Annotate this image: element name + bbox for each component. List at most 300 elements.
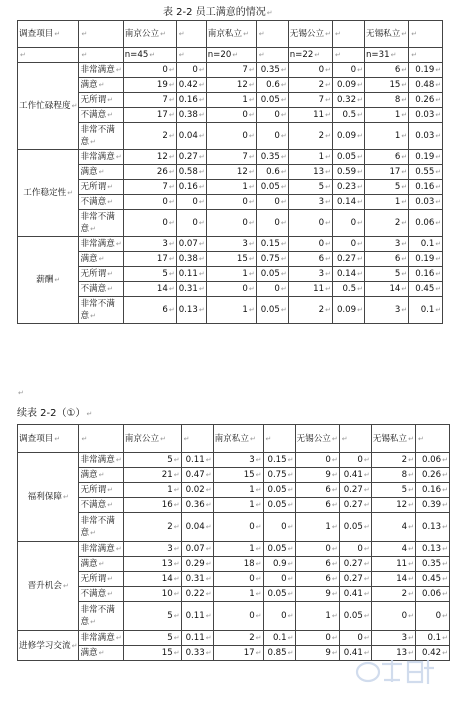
ratio-cell-text: 0.31 (178, 284, 198, 294)
level-label (79, 165, 123, 180)
level-label (79, 195, 123, 210)
return-mark: ↵ (357, 285, 363, 293)
return-mark: ↵ (442, 634, 448, 642)
ratio-cell (256, 123, 288, 150)
return-mark: ↵ (363, 523, 370, 531)
count-cell (123, 165, 176, 180)
return-mark: ↵ (173, 649, 180, 657)
return-mark: ↵ (408, 560, 414, 568)
count-cell (123, 108, 176, 123)
return-mark: ↵ (198, 153, 205, 161)
return-mark: ↵ (71, 102, 78, 110)
return-mark: ↵ (173, 545, 180, 553)
return-mark: ↵ (357, 198, 363, 206)
return-mark: ↵ (98, 81, 105, 89)
ratio-cell (416, 453, 450, 468)
return-mark: ↵ (363, 560, 370, 568)
return-mark: ↵ (90, 138, 96, 146)
return-mark: ↵ (280, 96, 287, 104)
count-cell-text: 5 (162, 269, 168, 279)
ratio-cell (176, 150, 206, 165)
count-cell-text: 16 (161, 500, 173, 510)
return-mark: ↵ (435, 183, 442, 191)
header-cell (79, 425, 123, 453)
ratio-cell (339, 646, 371, 661)
return-mark: ↵ (401, 96, 408, 104)
return-mark: ↵ (81, 434, 88, 443)
count-cell (206, 78, 256, 93)
return-mark: ↵ (331, 612, 338, 620)
count-cell (364, 93, 408, 108)
table-row (18, 150, 443, 165)
level-label (79, 267, 123, 282)
return-mark: ↵ (205, 523, 212, 531)
return-mark: ↵ (115, 240, 122, 248)
table-caption-2: 续表 2-2（①）↵ (17, 408, 93, 419)
count-cell-text: 5 (318, 182, 325, 192)
ratio-cell-text: 0.33 (185, 648, 205, 658)
ratio-cell-text: 0.05 (267, 500, 287, 510)
ratio-cell-text: 0.75 (260, 254, 280, 264)
count-cell-text: 13 (396, 648, 408, 658)
return-mark: ↵ (168, 255, 175, 263)
count-cell-text: 6 (394, 65, 401, 75)
ratio-cell (263, 646, 295, 661)
ratio-cell-text: 0.05 (260, 269, 280, 279)
count-cell-text: 11 (313, 110, 325, 120)
return-mark: ↵ (168, 111, 175, 119)
return-mark: ↵ (258, 30, 265, 38)
return-mark: ↵ (418, 434, 424, 443)
level-label (79, 468, 123, 483)
return-mark: ↵ (107, 575, 114, 583)
ratio-cell (409, 237, 443, 252)
table-row (18, 237, 443, 252)
count-cell-text: 3 (242, 239, 248, 249)
ratio-cell (263, 453, 295, 468)
return-mark: ↵ (435, 306, 442, 314)
count-cell-text: 6 (318, 254, 325, 264)
level-label-text: 非常不满意 (80, 605, 115, 627)
count-cell-text: 12 (236, 167, 248, 177)
ratio-cell-text: 0.27 (336, 254, 357, 264)
count-cell-text: 0 (249, 522, 255, 532)
return-mark: ↵ (442, 523, 448, 531)
level-label-text: 满意 (80, 648, 98, 658)
return-mark: ↵ (255, 501, 262, 509)
level-label-text: 非常满意 (80, 544, 115, 554)
ratio-cell (256, 267, 288, 282)
level-label (79, 587, 123, 602)
return-mark: ↵ (280, 255, 287, 263)
return-mark: ↵ (18, 389, 24, 397)
ratio-cell-text: 0 (192, 197, 198, 207)
blank-cell (256, 48, 288, 63)
ratio-cell-text: 0.45 (421, 574, 442, 584)
return-mark: ↵ (205, 634, 212, 642)
return-mark: ↵ (81, 51, 88, 59)
count-cell (295, 498, 339, 513)
count-cell-text: 7 (162, 182, 168, 192)
ratio-cell (256, 93, 288, 108)
ratio-cell (263, 468, 295, 483)
ratio-cell-text: 0.5 (342, 110, 357, 120)
return-mark: ↵ (287, 486, 294, 494)
ratio-cell-text: 0.36 (185, 500, 205, 510)
count-cell-text: 13 (161, 559, 173, 569)
blank-cell (409, 48, 443, 63)
return-mark: ↵ (357, 66, 363, 74)
return-mark: ↵ (107, 183, 114, 191)
category-cell (18, 631, 79, 661)
count-cell (295, 453, 339, 468)
header-cell (206, 21, 256, 48)
count-cell (206, 108, 256, 123)
ratio-cell-text: 0.31 (185, 574, 205, 584)
level-label (79, 557, 123, 572)
count-cell-text: 0 (242, 284, 248, 294)
count-cell (213, 453, 263, 468)
ratio-cell (409, 63, 443, 78)
count-cell (364, 237, 408, 252)
level-label (79, 483, 123, 498)
return-mark: ↵ (280, 153, 287, 161)
return-mark: ↵ (357, 168, 363, 176)
ratio-cell (332, 180, 364, 195)
ratio-cell-text: 0.05 (260, 305, 280, 315)
return-mark: ↵ (98, 255, 105, 263)
ratio-cell (332, 267, 364, 282)
level-label-text: 不满意 (80, 500, 107, 510)
return-mark: ↵ (325, 183, 331, 191)
return-mark: ↵ (331, 501, 338, 509)
count-cell (288, 237, 332, 252)
ratio-cell-text: 0.42 (178, 80, 198, 90)
header-cell (295, 425, 339, 453)
return-mark: ↵ (401, 306, 408, 314)
category-cell-text: 薪酬 (36, 275, 54, 285)
ratio-cell (409, 165, 443, 180)
ratio-cell (176, 78, 206, 93)
ratio-cell-text: 0.05 (336, 152, 357, 162)
ratio-cell-text: 0 (274, 131, 280, 141)
ratio-cell-text: 0.45 (415, 284, 435, 294)
count-cell-text: 7 (318, 95, 325, 105)
count-cell (371, 631, 415, 646)
ratio-cell-text: 0.47 (185, 470, 205, 480)
return-mark: ↵ (357, 219, 363, 227)
count-cell (123, 542, 181, 557)
level-label-text: 非常满意 (80, 239, 115, 249)
return-mark: ↵ (435, 285, 442, 293)
return-mark: ↵ (363, 471, 370, 479)
ratio-cell-text: 0 (281, 522, 287, 532)
return-mark: ↵ (160, 434, 166, 443)
return-mark: ↵ (357, 153, 363, 161)
count-cell (364, 210, 408, 237)
return-mark: ↵ (442, 471, 448, 479)
ratio-cell (339, 572, 371, 587)
ratio-cell-text: 0.07 (178, 239, 198, 249)
count-cell-text: 7 (162, 95, 168, 105)
return-mark: ↵ (357, 183, 363, 191)
return-mark: ↵ (401, 132, 408, 140)
count-cell-text: 6 (325, 559, 331, 569)
level-label (79, 123, 123, 150)
count-cell (123, 195, 176, 210)
count-cell-text: 11 (313, 284, 325, 294)
category-cell (18, 150, 79, 237)
return-mark: ↵ (71, 641, 78, 650)
count-cell (123, 602, 181, 631)
ratio-cell-text: 0.29 (185, 559, 205, 569)
return-mark: ↵ (442, 575, 448, 583)
count-cell (288, 78, 332, 93)
return-mark: ↵ (255, 649, 262, 657)
ratio-cell-text: 0.27 (178, 152, 198, 162)
return-mark: ↵ (107, 198, 114, 206)
return-mark: ↵ (390, 51, 397, 59)
count-cell-text: 5 (167, 633, 173, 643)
return-mark: ↵ (331, 434, 338, 443)
count-cell (288, 282, 332, 297)
sample-size-cell-text: n=45 (124, 50, 149, 60)
ratio-cell (409, 123, 443, 150)
count-cell-text: 11 (396, 559, 408, 569)
return-mark: ↵ (325, 255, 331, 263)
level-label (79, 210, 123, 237)
ratio-cell-text: 0.05 (267, 589, 287, 599)
level-label-text: 不满意 (80, 197, 107, 207)
ratio-cell-text: 0.06 (421, 455, 442, 465)
level-label-text: 满意 (80, 470, 98, 480)
return-mark: ↵ (408, 634, 414, 642)
level-label-text: 非常不满意 (80, 125, 115, 147)
count-cell (206, 63, 256, 78)
return-mark: ↵ (255, 456, 262, 464)
count-cell-text: 1 (249, 544, 255, 554)
return-mark: ↵ (401, 219, 408, 227)
count-cell (295, 468, 339, 483)
table-row (18, 93, 443, 108)
level-label (79, 237, 123, 252)
ratio-cell-text: 0.19 (415, 254, 435, 264)
return-mark: ↵ (115, 153, 122, 161)
level-label-text: 不满意 (80, 284, 107, 294)
count-cell (288, 210, 332, 237)
count-cell-text: 14 (396, 574, 408, 584)
count-cell-text: 0 (242, 197, 248, 207)
return-mark: ↵ (357, 132, 363, 140)
count-cell (213, 572, 263, 587)
ratio-cell (181, 646, 213, 661)
count-cell (371, 542, 415, 557)
level-label (79, 572, 123, 587)
ratio-cell-text: 0.38 (178, 110, 198, 120)
return-mark: ↵ (287, 456, 294, 464)
table-row (18, 498, 450, 513)
ratio-cell (176, 63, 206, 78)
return-mark: ↵ (198, 81, 205, 89)
count-cell-text: 1 (394, 197, 401, 207)
count-cell-text: 17 (389, 167, 401, 177)
ratio-cell (339, 631, 371, 646)
count-cell-text: 5 (394, 269, 401, 279)
return-mark: ↵ (408, 649, 414, 657)
return-mark: ↵ (54, 276, 61, 284)
count-cell (123, 237, 176, 252)
return-mark: ↵ (173, 560, 180, 568)
return-mark: ↵ (198, 285, 205, 293)
return-mark: ↵ (325, 66, 331, 74)
ratio-cell-text: 0.55 (415, 167, 435, 177)
ratio-cell-text: 0 (435, 611, 442, 621)
return-mark: ↵ (401, 285, 408, 293)
count-cell-text: 5 (394, 182, 401, 192)
level-label (79, 542, 123, 557)
sample-size-cell (288, 48, 332, 63)
ratio-cell-text: 0 (192, 65, 198, 75)
count-cell (364, 195, 408, 210)
count-cell-text: 12 (236, 80, 248, 90)
count-cell-text: 0 (242, 110, 248, 120)
return-mark: ↵ (280, 81, 287, 89)
return-mark: ↵ (401, 168, 408, 176)
count-cell-text: 18 (243, 559, 255, 569)
count-cell-text: 0 (325, 455, 331, 465)
return-mark: ↵ (248, 270, 255, 278)
ratio-cell-text: 0 (357, 455, 363, 465)
ratio-cell-text: 0.16 (178, 95, 198, 105)
category-cell (18, 63, 79, 150)
count-cell-text: 0 (162, 65, 168, 75)
count-cell-text: 1 (249, 589, 255, 599)
count-cell-text: 0 (242, 218, 248, 228)
count-cell (364, 282, 408, 297)
ratio-cell-text: 0.26 (415, 95, 435, 105)
header-cell (18, 425, 79, 453)
count-cell (288, 93, 332, 108)
return-mark: ↵ (408, 575, 414, 583)
ratio-cell (256, 165, 288, 180)
return-mark: ↵ (248, 81, 255, 89)
count-cell-text: 15 (389, 80, 401, 90)
ratio-cell-text: 0 (357, 544, 363, 554)
ratio-cell-text: 0.11 (185, 611, 205, 621)
ratio-cell (176, 252, 206, 267)
count-cell-text: 2 (401, 455, 408, 465)
ratio-cell-text: 0 (274, 197, 280, 207)
return-mark: ↵ (198, 111, 205, 119)
header-cell (288, 21, 332, 48)
return-mark: ↵ (401, 111, 408, 119)
table-row (18, 252, 443, 267)
ratio-cell (332, 282, 364, 297)
count-cell (123, 297, 176, 324)
sample-size-cell-text: n=22 (289, 50, 314, 60)
blank-cell (79, 48, 123, 63)
return-mark: ↵ (168, 81, 175, 89)
count-cell (123, 63, 176, 78)
return-mark: ↵ (168, 270, 175, 278)
count-cell (288, 165, 332, 180)
return-mark: ↵ (442, 590, 448, 598)
return-mark: ↵ (325, 306, 331, 314)
count-cell-text: 26 (156, 167, 168, 177)
return-mark: ↵ (408, 545, 414, 553)
count-cell (206, 267, 256, 282)
return-mark: ↵ (287, 612, 294, 620)
return-mark: ↵ (325, 168, 331, 176)
count-cell-text: 2 (167, 522, 173, 532)
return-mark: ↵ (168, 168, 175, 176)
return-mark: ↵ (408, 486, 414, 494)
table-row (18, 195, 443, 210)
count-cell-text: 19 (156, 80, 168, 90)
level-label (79, 498, 123, 513)
return-mark: ↵ (149, 51, 156, 59)
ratio-cell-text: 0.35 (260, 65, 280, 75)
category-cell (18, 453, 79, 542)
count-cell (288, 108, 332, 123)
return-mark: ↵ (357, 111, 363, 119)
header-cell (181, 425, 213, 453)
return-mark: ↵ (173, 501, 180, 509)
count-cell-text: 0 (242, 131, 248, 141)
count-cell (213, 631, 263, 646)
return-mark: ↵ (287, 575, 294, 583)
count-cell-text: 3 (394, 239, 401, 249)
count-cell (288, 63, 332, 78)
ratio-cell-text: 0 (350, 65, 357, 75)
return-mark: ↵ (255, 486, 262, 494)
count-cell (288, 297, 332, 324)
count-cell-text: 15 (161, 648, 173, 658)
return-mark: ↵ (107, 486, 114, 494)
return-mark: ↵ (258, 51, 265, 59)
blank-cell (18, 48, 79, 63)
return-mark: ↵ (363, 501, 370, 509)
return-mark: ↵ (205, 560, 212, 568)
ratio-cell (181, 483, 213, 498)
count-cell (371, 587, 415, 602)
return-mark: ↵ (287, 634, 294, 642)
count-cell-text: 1 (325, 522, 331, 532)
ratio-cell-text: 0.75 (267, 470, 287, 480)
count-cell (123, 453, 181, 468)
return-mark: ↵ (280, 285, 287, 293)
return-mark: ↵ (401, 270, 408, 278)
count-cell (295, 542, 339, 557)
return-mark: ↵ (442, 612, 448, 620)
ratio-cell (339, 602, 371, 631)
ratio-cell (416, 468, 450, 483)
ratio-cell-text: 0.35 (260, 152, 280, 162)
ratio-cell (332, 123, 364, 150)
ratio-cell-text: 0.27 (343, 574, 363, 584)
return-mark: ↵ (280, 111, 287, 119)
count-cell-text: 9 (325, 470, 331, 480)
level-label-text: 不满意 (80, 589, 107, 599)
return-mark: ↵ (401, 240, 408, 248)
return-mark: ↵ (280, 219, 287, 227)
ratio-cell-text: 0.19 (415, 152, 435, 162)
return-mark: ↵ (107, 501, 114, 509)
count-cell (295, 572, 339, 587)
return-mark: ↵ (363, 575, 370, 583)
ratio-cell-text: 0.03 (415, 197, 435, 207)
return-mark: ↵ (248, 198, 255, 206)
